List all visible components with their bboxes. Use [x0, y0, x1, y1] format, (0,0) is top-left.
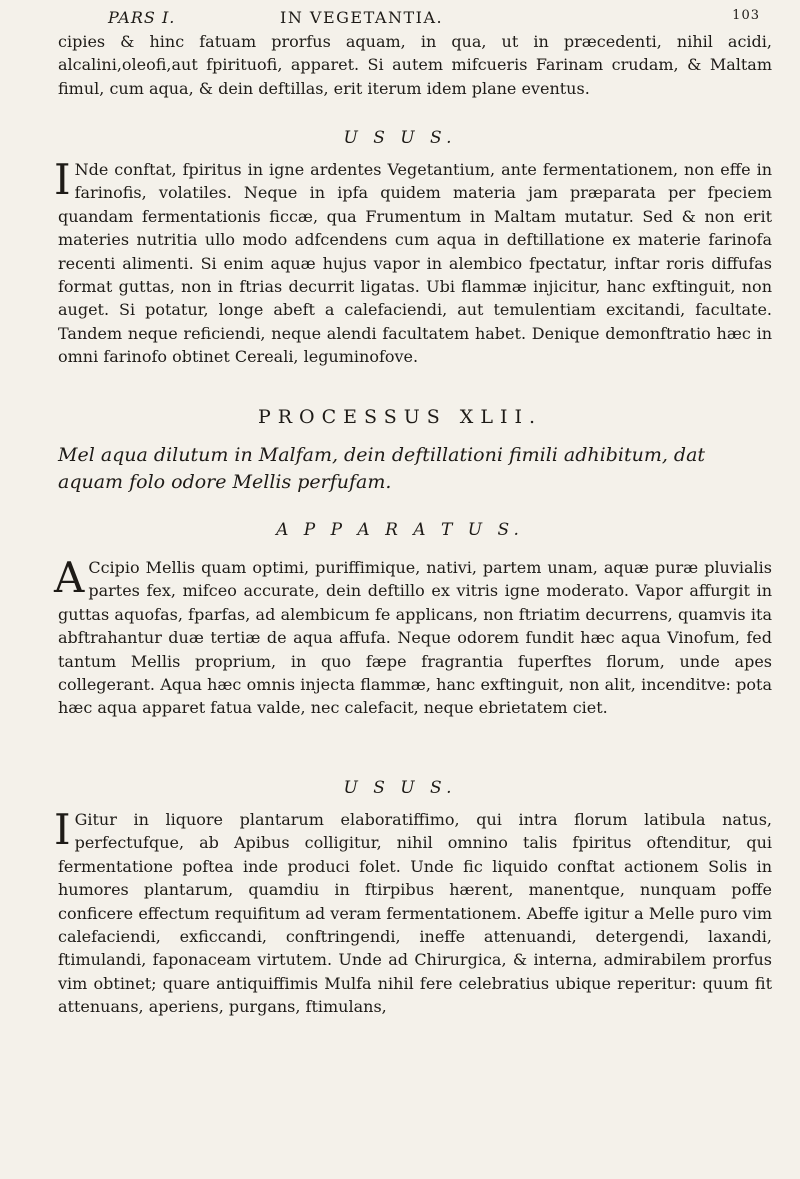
usus-heading-1: U S U S.	[343, 128, 457, 148]
usus-paragraph-1	[54, 155, 772, 369]
drop-cap-i: I	[54, 155, 71, 204]
header-pars: PARS I.	[108, 8, 176, 27]
drop-cap-i-2: I	[54, 805, 71, 854]
apparatus-paragraph	[54, 553, 772, 720]
usus-paragraph-2	[54, 805, 772, 1019]
drop-cap-a: A	[54, 553, 85, 602]
apparatus-heading: A P P A R A T U S.	[276, 520, 524, 540]
intro-paragraph: cipies & hinc fatuam prorfus aquam, in qua, ut in præcedenti, nihil acidi, alcalini,oleofi,aut fpirituofi, apparet. Si autem mifcueris Farinam crudam, & Maltam fimul, cum aqua, & dein deftillas, erit iterum idem plane eventus.	[58, 32, 772, 98]
processus-heading: PROCESSUS XLII.	[257, 406, 543, 428]
processus-title: Mel aqua dilutum in Malfam, dein deftillationi fimili adhibitum, dat aquam folo odore Mellis perfufam.	[58, 444, 706, 493]
usus-heading-2: U S U S.	[343, 778, 457, 798]
usus-1-text: Nde conftat, fpiritus in igne ardentes Vegetantium, ante fermentationem, non effe in farinofis, volatiles. Neque in ipfa quidem materia jam præparata per fpeciem quandam fermentationis ficcæ, qua Frumentum in Maltam mutatur. Sed & non erit materies nutritia ullo modo adfcendens cum aqua in deftillatione ex materie farinofa recenti alimenti. Si enim aquæ hujus vapor in alembico fpectatur, inftar roris diffufas format guttas, non in ftrias decurrit ligatas. Ubi flammæ injicitur, hanc exftinguit, non auget. Si potatur, longe abeft a calefaciendi, aut temulentiam excitandi, facultate. Tandem neque reficiendi, neque alendi facultatem habet. Denique demonftratio hæc in omni farinofo obtinet Cereali, leguminofove.	[58, 160, 772, 367]
running-header	[100, 8, 760, 32]
page-number: 103	[732, 8, 760, 23]
usus-2-text: Gitur in liquore plantarum elaboratiffimo, qui intra florum latibula natus, perfectufque, ab Apibus colligitur, nihil omnino talis fpiritus oftenditur, qui fermentatione poftea inde produci folet. Unde fic liquido conftat actionem Solis in humores plantarum, quamdiu in ftirpibus hærent, manentque, nunquam poffe conficere effectum requifitum ad veram fermentationem. Abeffe igitur a Melle puro vim calefaciendi, exficcandi, conftringendi, ineffe attenuandi, detergendi, laxandi, ftimulandi, faponaceam virtutem. Unde ad Chirurgica, & interna, admirabilem prorfus vim obtinet; quare antiquiffimis Mulfa nihil fere celebratius ubique reperitur: quum fit attenuans, aperiens, purgans, ftimulans,	[58, 810, 772, 1017]
apparatus-text: Ccipio Mellis quam optimi, puriffimique, nativi, partem unam, aquæ puræ pluvialis partes fex, mifceo accurate, dein deftillo ex vitris igne moderato. Vapor affurgit in guttas aquofas, fparfas, ad alembicum fe applicans, non ftriatim decurrens, quamvis ita abftrahantur duæ tertiæ de aqua affufa. Neque odorem fundit hæc aqua Vinofum, fed tantum Mellis proprium, in quo fæpe fragrantia fuperftes florum, unde apes collegerant. Aqua hæc omnis injecta flammæ, hanc exftinguit, non alit, incenditve: pota hæc aqua apparet fatua valde, nec calefacit, neque ebrietatem ciet.	[58, 558, 772, 718]
header-section: IN VEGETANTIA.	[280, 8, 444, 27]
